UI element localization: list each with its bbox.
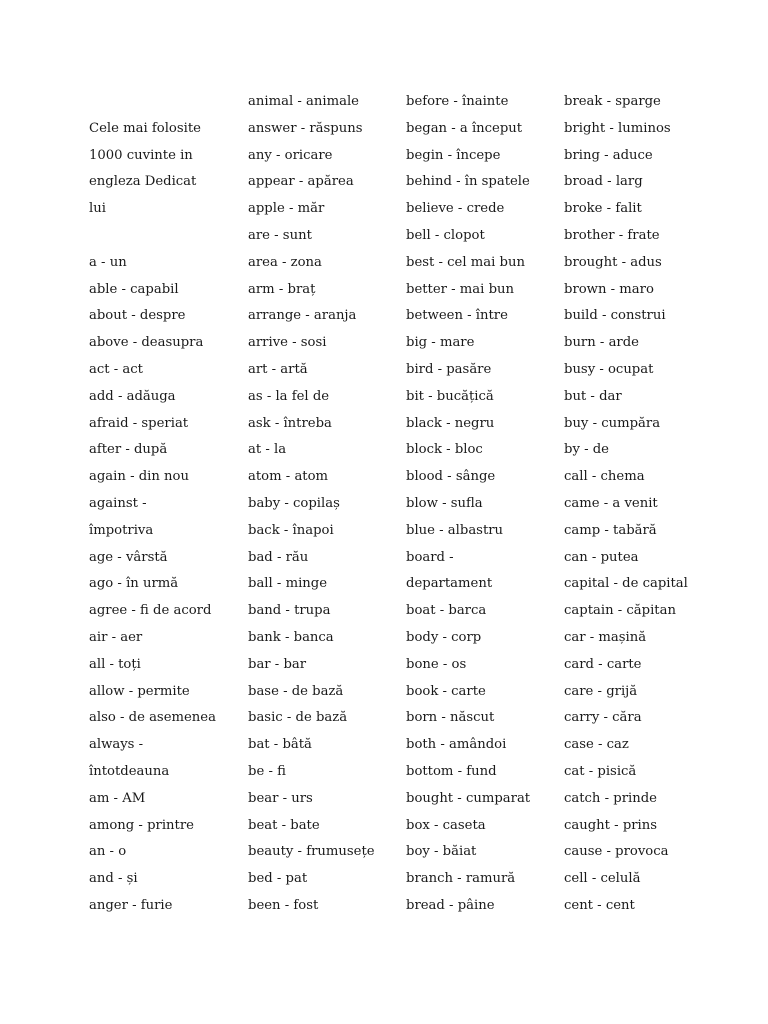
- word-entry: anger - furie: [89, 897, 173, 913]
- word-entry: case - caz: [564, 737, 629, 753]
- word-entry: answer - răspuns: [248, 120, 363, 136]
- word-entry: can - putea: [564, 549, 639, 565]
- word-entry: bird - pasăre: [406, 361, 492, 377]
- word-entry: Cele mai folosite: [89, 120, 201, 136]
- word-entry: cat - pisică: [564, 763, 637, 779]
- word-entry: between - între: [406, 308, 508, 324]
- word-entry: branch - ramură: [406, 871, 516, 887]
- word-entry: believe - crede: [406, 201, 505, 217]
- word-entry: board -: [406, 549, 454, 565]
- word-column-1: [89, 89, 249, 920]
- word-entry: bone - os: [406, 656, 467, 672]
- word-entry: busy - ocupat: [564, 361, 654, 377]
- word-entry: allow - permite: [89, 683, 190, 699]
- word-entry: among - printre: [89, 817, 194, 833]
- word-entry: all - toți: [89, 656, 141, 672]
- word-entry: bear - urs: [248, 790, 313, 806]
- word-entry: baby - copilaș: [248, 495, 340, 511]
- word-entry: împotriva: [89, 522, 154, 538]
- word-entry: atom - atom: [248, 469, 329, 485]
- word-entry: engleza Dedicat: [89, 174, 197, 190]
- word-entry: came - a venit: [564, 495, 658, 511]
- word-entry: bar - bar: [248, 656, 307, 672]
- word-entry: before - înainte: [406, 94, 509, 109]
- word-entry: air - aer: [89, 629, 143, 645]
- word-entry: bell - clopot: [406, 227, 485, 243]
- word-entry: book - carte: [406, 683, 486, 699]
- word-entry: any - oricare: [248, 147, 333, 163]
- word-entry: bring - aduce: [564, 147, 653, 163]
- word-entry: behind - în spatele: [406, 174, 530, 190]
- word-entry: buy - cumpăra: [564, 415, 661, 431]
- word-entry: catch - prinde: [564, 790, 657, 806]
- word-entry: and - și: [89, 871, 138, 887]
- word-entry: beauty - frumusețe: [248, 844, 375, 860]
- word-entry: but - dar: [564, 388, 622, 404]
- word-column-3: [406, 89, 566, 920]
- word-entry: cent - cent: [564, 897, 635, 913]
- word-entry: by - de: [564, 442, 609, 458]
- word-entry: about - despre: [89, 308, 186, 324]
- word-entry: big - mare: [406, 335, 475, 351]
- word-entry: add - adăuga: [89, 388, 176, 404]
- word-entry: blow - sufla: [406, 495, 483, 511]
- word-entry: am - AM: [89, 790, 146, 806]
- word-entry: again - din nou: [89, 469, 189, 485]
- word-entry: at - la: [248, 442, 287, 458]
- word-entry: art - artă: [248, 361, 308, 377]
- word-entry: camp - tabără: [564, 522, 657, 538]
- word-entry: bad - rău: [248, 549, 309, 565]
- word-entry: a - un: [89, 254, 127, 270]
- word-entry: an - o: [89, 844, 127, 860]
- word-entry: 1000 cuvinte in: [89, 147, 193, 163]
- word-entry: bottom - fund: [406, 763, 497, 779]
- word-entry: bat - bâtă: [248, 737, 312, 753]
- word-entry: animal - animale: [248, 94, 359, 109]
- word-entry: boat - barca: [406, 603, 487, 619]
- word-entry: bit - bucățică: [406, 388, 494, 404]
- word-entry: also - de asemenea: [89, 710, 216, 726]
- word-entry: ago - în urmă: [89, 576, 179, 592]
- word-entry: departament: [406, 576, 493, 592]
- word-entry: afraid - speriat: [89, 415, 189, 431]
- word-entry: born - născut: [406, 710, 495, 726]
- word-entry: bright - luminos: [564, 120, 671, 136]
- word-entry: both - amândoi: [406, 737, 507, 753]
- word-entry: întotdeauna: [89, 763, 170, 779]
- word-column-2: [248, 89, 408, 920]
- word-entry: arrange - aranja: [248, 308, 357, 324]
- word-entry: broke - falit: [564, 201, 642, 217]
- word-entry: bed - pat: [248, 871, 308, 887]
- word-entry: are - sunt: [248, 227, 312, 243]
- word-entry: appear - apărea: [248, 174, 354, 190]
- word-entry: captain - căpitan: [564, 603, 676, 619]
- word-entry: break - sparge: [564, 94, 661, 109]
- word-entry: bank - banca: [248, 629, 334, 645]
- word-entry: bought - cumparat: [406, 790, 531, 806]
- word-entry: been - fost: [248, 897, 319, 913]
- word-entry: [89, 89, 249, 116]
- word-entry: cause - provoca: [564, 844, 669, 860]
- word-entry: band - trupa: [248, 603, 331, 619]
- word-entry: blue - albastru: [406, 522, 504, 538]
- word-entry: back - înapoi: [248, 522, 334, 538]
- word-entry: boy - băiat: [406, 844, 477, 860]
- word-entry: basic - de bază: [248, 710, 348, 726]
- word-entry: car - mașină: [564, 629, 647, 645]
- word-column-4: [564, 89, 724, 920]
- word-entry: care - grijă: [564, 683, 638, 699]
- word-entry: carry - căra: [564, 710, 642, 726]
- word-entry: against -: [89, 495, 147, 511]
- word-entry: as - la fel de: [248, 388, 330, 404]
- word-entry: base - de bază: [248, 683, 344, 699]
- word-entry: black - negru: [406, 415, 495, 431]
- word-entry: ball - minge: [248, 576, 328, 592]
- word-entry: card - carte: [564, 656, 642, 672]
- word-entry: blood - sânge: [406, 469, 496, 485]
- word-entry: ask - întreba: [248, 415, 332, 431]
- word-entry: call - chema: [564, 469, 645, 485]
- word-entry: block - bloc: [406, 442, 483, 458]
- word-entry: begin - începe: [406, 147, 501, 163]
- word-entry: cell - celulă: [564, 871, 641, 887]
- word-entry: brother - frate: [564, 227, 660, 243]
- word-entry: lui: [89, 201, 106, 217]
- word-entry: be - fi: [248, 763, 286, 779]
- word-entry: brown - maro: [564, 281, 654, 297]
- word-entry: build - construi: [564, 308, 666, 324]
- word-entry: began - a început: [406, 120, 523, 136]
- word-entry: area - zona: [248, 254, 322, 270]
- word-entry: [89, 223, 249, 250]
- word-entry: beat - bate: [248, 817, 320, 833]
- word-entry: agree - fi de acord: [89, 603, 212, 619]
- word-entry: broad - larg: [564, 174, 643, 190]
- word-entry: able - capabil: [89, 281, 179, 297]
- word-entry: act - act: [89, 361, 143, 377]
- word-entry: arrive - sosi: [248, 335, 327, 351]
- word-entry: brought - adus: [564, 254, 662, 270]
- word-entry: burn - arde: [564, 335, 639, 351]
- word-entry: arm - braț: [248, 281, 316, 297]
- word-entry: caught - prins: [564, 817, 658, 833]
- word-entry: apple - măr: [248, 201, 325, 217]
- word-entry: above - deasupra: [89, 335, 204, 351]
- word-entry: best - cel mai bun: [406, 254, 525, 270]
- word-entry: always -: [89, 737, 144, 753]
- word-entry: age - vârstă: [89, 549, 168, 565]
- word-entry: capital - de capital: [564, 576, 688, 592]
- word-entry: box - caseta: [406, 817, 486, 833]
- word-entry: bread - pâine: [406, 897, 495, 913]
- word-entry: better - mai bun: [406, 281, 514, 297]
- word-entry: after - după: [89, 442, 168, 458]
- word-entry: body - corp: [406, 629, 482, 645]
